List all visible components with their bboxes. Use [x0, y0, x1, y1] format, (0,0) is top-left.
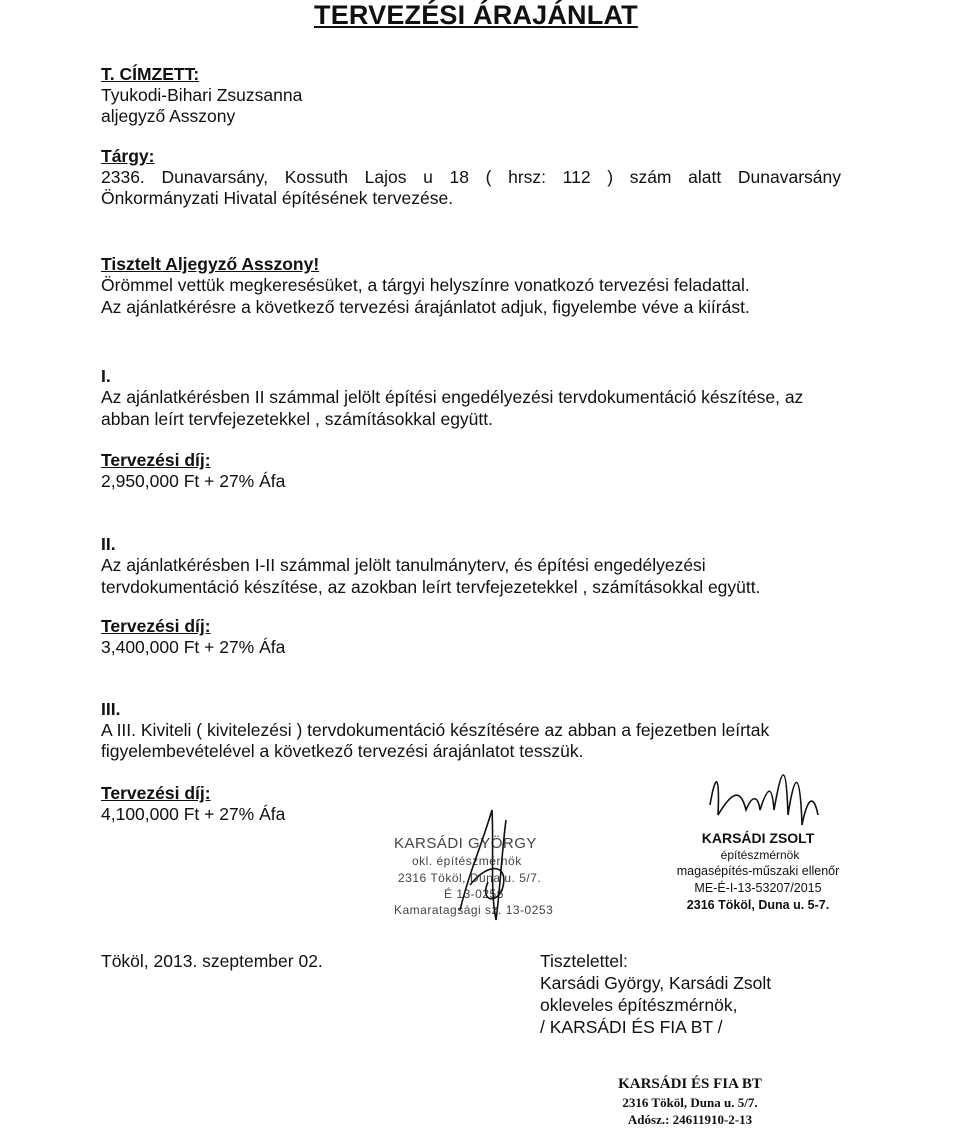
- recipient-role: aljegyző Asszony: [101, 106, 236, 126]
- section-2-numeral: II.: [101, 534, 116, 554]
- closing-salutation: Tisztelettel:: [540, 951, 628, 971]
- section-1-line-2: abban leírt tervfejezetekkel , számításokkal együtt.: [101, 409, 493, 429]
- section-3-numeral: III.: [101, 699, 121, 719]
- subject-line-1: 2336. Dunavarsány, Kossuth Lajos u 18 ( hrsz: 112 ) szám alatt Dunavarsány: [101, 167, 841, 187]
- section-3-line-1: A III. Kiviteli ( kivitelezési ) tervdokumentáció készítésére az abban a fejezetben leírtak: [101, 720, 770, 740]
- section-2-fee-label: Tervezési díj:: [101, 616, 211, 636]
- company-stamp-name: KARSÁDI ÉS FIA BT: [618, 1076, 762, 1092]
- closing-names: Karsádi György, Karsádi Zsolt: [540, 973, 772, 993]
- greeting: Tisztelt Aljegyző Asszony!: [101, 254, 320, 274]
- section-1-fee: 2,950,000 Ft + 27% Áfa: [101, 471, 286, 491]
- signature-zsolt: [690, 755, 840, 845]
- section-1-fee-label: Tervezési díj:: [101, 450, 211, 470]
- section-1-numeral: I.: [101, 366, 111, 386]
- recipient-label: T. CÍMZETT:: [101, 64, 200, 84]
- recipient-name: Tyukodi-Bihari Zsuzsanna: [101, 85, 303, 105]
- stamp-gyorgy-line-5: Kamaratagsági sz. 13-0253: [394, 903, 554, 917]
- stamp-zsolt-line-2: építészmérnök: [720, 848, 800, 862]
- company-stamp-address: 2316 Tököl, Duna u. 5/7.: [622, 1095, 758, 1110]
- section-2-line-2: tervdokumentáció készítése, az azokban leírt tervfejezetekkel , számításokkal együtt.: [101, 577, 761, 597]
- company-stamp-tax: Adósz.: 24611910-2-13: [627, 1112, 753, 1127]
- intro-line-2: Az ajánlatkérésre a következő tervezési árajánlatot adjuk, figyelembe véve a kiírást.: [101, 297, 750, 317]
- section-3-line-2: figyelembevételével a következő tervezési árajánlatot tesszük.: [101, 741, 584, 761]
- place-date: Tököl, 2013. szeptember 02.: [101, 951, 323, 971]
- closing-title: okleveles építészmérnök,: [540, 995, 738, 1015]
- stamp-zsolt-line-4: ME-É-I-13-53207/2015: [694, 881, 822, 895]
- stamp-zsolt-line-5: 2316 Tököl, Duna u. 5-7.: [686, 898, 830, 912]
- intro-line-1: Örömmel vettük megkeresésüket, a tárgyi helyszínre vonatkozó tervezési feladattal.: [101, 275, 750, 295]
- subject-label: Tárgy:: [101, 146, 155, 166]
- document-title: TERVEZÉSI ÁRAJÁNLAT: [314, 0, 638, 30]
- stamp-gyorgy-line-4: É 13-0256: [444, 887, 504, 901]
- subject-line-2: Önkormányzati Hivatal építésének tervezése.: [101, 188, 454, 208]
- stamp-gyorgy-line-2: okl. építészmérnök: [412, 854, 522, 868]
- stamp-karsadi-zsolt: [640, 830, 900, 930]
- section-2-fee: 3,400,000 Ft + 27% Áfa: [101, 637, 286, 657]
- company-stamp: [560, 1075, 820, 1128]
- closing-company: / KARSÁDI ÉS FIA BT /: [540, 1017, 723, 1037]
- section-2-line-1: Az ajánlatkérésben I-II számmal jelölt tanulmányterv, és építési engedélyezési: [101, 555, 706, 575]
- section-1-line-1: Az ajánlatkérésben II számmal jelölt építési engedélyezési tervdokumentáció készítése, az: [101, 387, 804, 407]
- section-3-fee-label: Tervezési díj:: [101, 783, 211, 803]
- signature-gyorgy: [440, 790, 540, 930]
- stamp-gyorgy-line-3: 2316 Tököl, Duna u. 5/7.: [398, 871, 542, 885]
- stamp-zsolt-line-3: magasépítés-műszaki ellenőr: [676, 864, 840, 878]
- stamp-gyorgy-line-1: KARSÁDI GYÖRGY: [394, 835, 537, 852]
- section-3-fee: 4,100,000 Ft + 27% Áfa: [101, 804, 286, 824]
- stamp-zsolt-line-1: KARSÁDI ZSOLT: [701, 830, 815, 846]
